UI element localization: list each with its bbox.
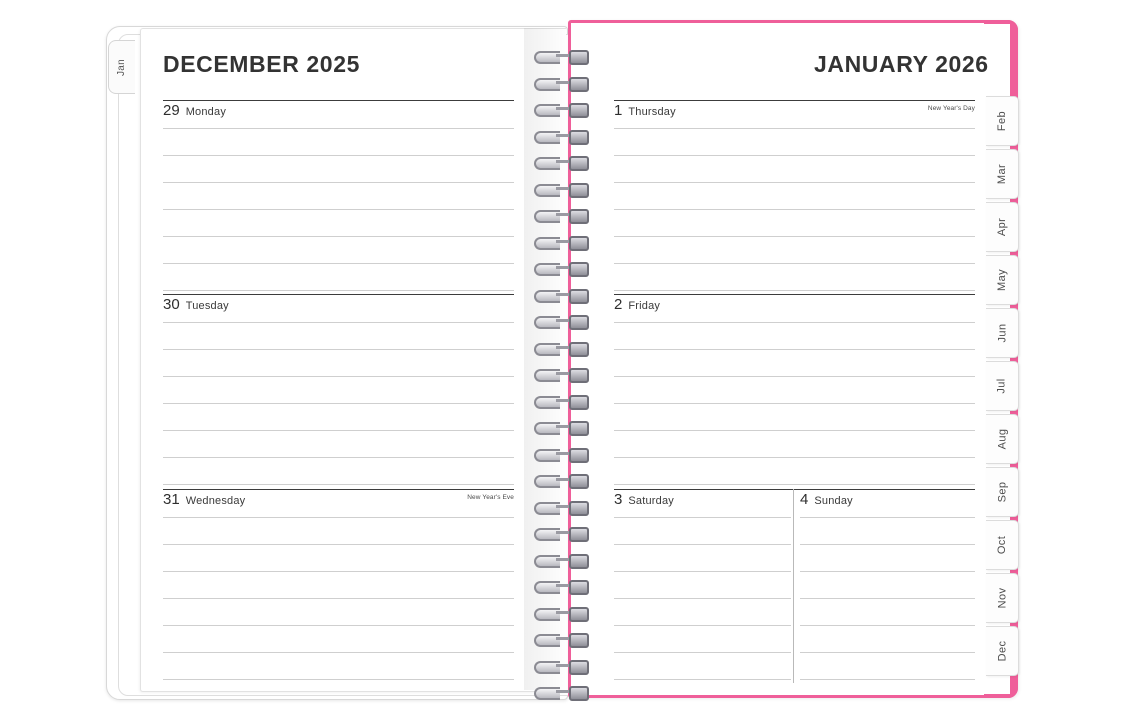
spiral-coil (526, 207, 592, 222)
side-tab-sep[interactable] (986, 467, 1019, 517)
day-rule (614, 489, 975, 490)
side-tab-apr[interactable] (986, 202, 1019, 252)
day-number: 4 (800, 491, 809, 508)
side-tab-mar[interactable] (986, 149, 1019, 199)
spiral-coil (526, 525, 592, 540)
spiral-coil (526, 578, 592, 593)
day-rule (614, 294, 975, 295)
month-title-december: DECEMBER 2025 (163, 51, 360, 77)
spiral-coil (526, 101, 592, 116)
spiral-coil (526, 154, 592, 169)
spiral-coil (526, 472, 592, 487)
spiral-coil (526, 605, 592, 620)
side-tab-label: Feb (996, 110, 1008, 132)
side-tab-jan-label: Jan (116, 58, 128, 76)
side-tab-label: May (995, 269, 1008, 291)
day-number: 1 (614, 102, 623, 119)
side-tab-may[interactable] (986, 255, 1019, 305)
side-tab-nov[interactable] (986, 573, 1019, 623)
day-header (614, 102, 676, 120)
spiral-coil (526, 684, 592, 699)
side-tab-aug[interactable] (986, 414, 1019, 464)
writing-lines[interactable] (800, 511, 975, 680)
spiral-coil (526, 366, 592, 381)
day-header (163, 491, 245, 509)
month-title-january: JANUARY 2026 (814, 51, 989, 77)
spiral-coil (526, 234, 592, 249)
spiral-coil (526, 446, 592, 461)
side-tab-jul[interactable] (986, 361, 1019, 411)
side-tab-label: Jun (996, 323, 1008, 343)
day-number: 29 (163, 102, 180, 119)
side-tab-label: Aug (996, 428, 1008, 450)
spiral-coil (526, 552, 592, 567)
day-rule (163, 100, 514, 101)
side-tab-label: Dec (995, 640, 1008, 662)
holiday-note: New Year's Day (927, 105, 975, 112)
day-header (614, 491, 674, 509)
day-name: Thursday (628, 106, 676, 118)
writing-lines[interactable] (163, 511, 514, 680)
spiral-coil (526, 419, 592, 434)
spiral-coil (526, 48, 592, 63)
day-number: 31 (163, 491, 180, 508)
side-tab-label: Jul (995, 378, 1008, 394)
side-tab-label: Sep (996, 481, 1008, 503)
spiral-coil (526, 287, 592, 302)
day-column-divider (793, 489, 794, 683)
writing-lines[interactable] (614, 316, 975, 485)
side-tab-oct[interactable] (986, 520, 1019, 570)
spiral-coil (526, 260, 592, 275)
day-name: Wednesday (185, 495, 246, 507)
side-tab-label: Nov (995, 587, 1008, 609)
day-header (614, 296, 660, 314)
day-name: Monday (185, 106, 227, 118)
day-name: Tuesday (185, 300, 229, 312)
day-name: Friday (628, 300, 661, 312)
spiral-coil (526, 313, 592, 328)
spiral-coil (526, 631, 592, 646)
day-name: Saturday (628, 495, 674, 507)
writing-lines[interactable] (163, 122, 514, 291)
side-tab-jan[interactable] (108, 40, 135, 94)
side-tab-feb[interactable] (986, 96, 1019, 146)
day-header (163, 102, 226, 120)
day-number: 3 (614, 491, 623, 508)
day-header (800, 491, 853, 509)
spiral-coil (526, 393, 592, 408)
day-number: 2 (614, 296, 623, 313)
side-tab-dec[interactable] (986, 626, 1019, 676)
spiral-coil (526, 128, 592, 143)
spiral-coil (526, 75, 592, 90)
side-tab-label: Oct (996, 535, 1008, 555)
spiral-coil (526, 499, 592, 514)
day-name: Sunday (814, 495, 853, 507)
day-header (163, 296, 229, 314)
side-tab-jun[interactable] (986, 308, 1019, 358)
day-rule (163, 294, 514, 295)
side-tab-label: Apr (995, 217, 1008, 237)
side-tab-label: Mar (996, 163, 1008, 185)
holiday-note: New Year's Eve (467, 494, 514, 501)
day-rule (163, 489, 514, 490)
spiral-coil (526, 658, 592, 673)
spiral-coil (526, 181, 592, 196)
day-rule (614, 100, 975, 101)
spiral-coil (526, 340, 592, 355)
writing-lines[interactable] (163, 316, 514, 485)
writing-lines[interactable] (614, 511, 791, 680)
day-number: 30 (163, 296, 180, 313)
writing-lines[interactable] (614, 122, 975, 291)
